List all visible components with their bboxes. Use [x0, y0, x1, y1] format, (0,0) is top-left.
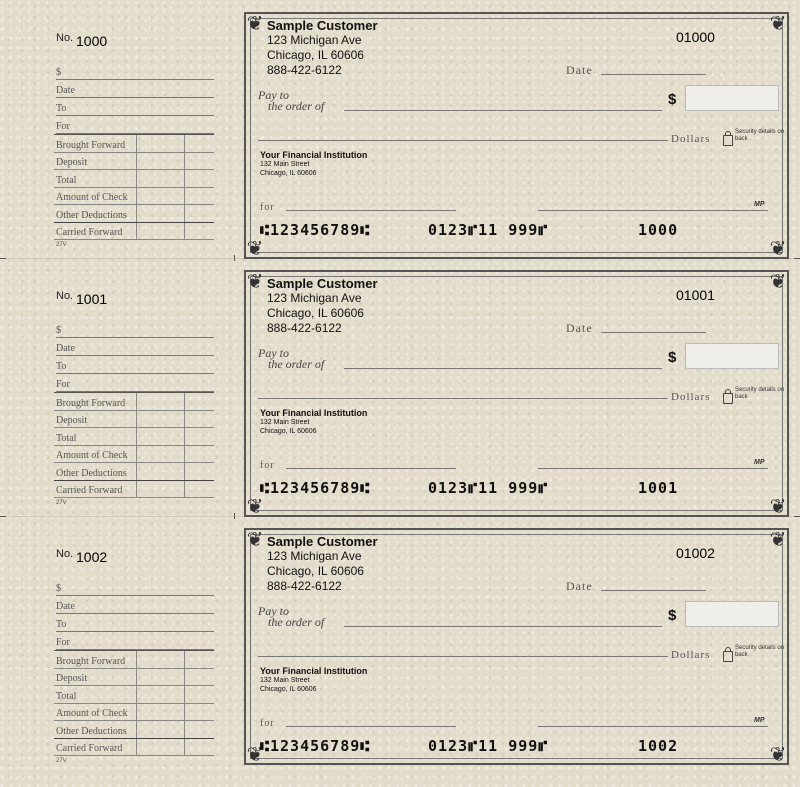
bank-name: Your Financial Institution: [260, 408, 368, 418]
memo-label: for: [260, 460, 275, 471]
stub-number: 1002: [76, 549, 108, 565]
memo-label: for: [260, 202, 275, 213]
mp-label: MP: [754, 459, 765, 466]
amount-field[interactable]: [685, 601, 779, 627]
security-note: Security details on back: [735, 387, 785, 400]
date-label: Date: [566, 579, 593, 593]
ledger-row[interactable]: Other Deductions: [54, 205, 214, 223]
stub-for-line[interactable]: For: [56, 377, 214, 392]
micr-check-number: 1000: [638, 221, 679, 239]
check: [244, 12, 789, 259]
lock-icon: [723, 651, 733, 662]
check-row: [0, 12, 800, 271]
stub-date-line[interactable]: Date: [56, 83, 214, 98]
stub-number-label: No.: [56, 290, 74, 302]
ornament-icon: ❦: [246, 494, 264, 518]
stub-ledger: [54, 134, 214, 241]
ornament-icon: ❦: [246, 11, 264, 35]
check: [244, 528, 789, 765]
customer-name: Sample Customer: [267, 534, 378, 549]
micr-routing: ⑆123456789⑆: [260, 221, 371, 239]
security-note: Security details on back: [735, 129, 785, 142]
ornament-icon: ❦: [246, 236, 264, 260]
check-number: 01002: [676, 545, 715, 561]
dollar-sign: $: [668, 607, 677, 624]
ledger-row[interactable]: Other Deductions: [54, 463, 214, 481]
customer-phone: 888-422-6122: [267, 63, 342, 77]
date-field[interactable]: [601, 74, 706, 75]
stub-to-line[interactable]: To: [56, 101, 214, 116]
pay-to-label: Pay to the order of: [258, 346, 325, 371]
mp-label: MP: [754, 201, 765, 208]
stub-to-line[interactable]: To: [56, 359, 214, 374]
micr-check-number: 1002: [638, 737, 679, 755]
ledger-row[interactable]: Brought Forward: [54, 651, 214, 669]
dollar-sign: $: [668, 91, 677, 108]
bank-address-2: Chicago, IL 60606: [260, 170, 317, 177]
ledger-row[interactable]: Carried Forward: [54, 738, 214, 756]
ornament-icon: ❦: [769, 236, 787, 260]
payee-field[interactable]: [344, 368, 662, 369]
stub-for-line[interactable]: For: [56, 119, 214, 134]
signature-field[interactable]: [538, 210, 768, 211]
ledger-row[interactable]: Other Deductions: [54, 721, 214, 739]
memo-label: for: [260, 718, 275, 729]
customer-name: Sample Customer: [267, 276, 378, 291]
customer-phone: 888-422-6122: [267, 321, 342, 335]
ledger-row[interactable]: Amount of Check: [54, 445, 214, 463]
micr-routing: ⑆123456789⑆: [260, 737, 371, 755]
customer-phone: 888-422-6122: [267, 579, 342, 593]
stub-number-label: No.: [56, 548, 74, 560]
stub-for-line[interactable]: For: [56, 635, 214, 650]
check-number: 01000: [676, 29, 715, 45]
stub-date-line[interactable]: Date: [56, 341, 214, 356]
bank-address-1: 132 Main Street: [260, 419, 310, 426]
stub-amount-line[interactable]: $: [56, 65, 214, 80]
payee-field[interactable]: [344, 626, 662, 627]
micr-account: 0123⑈11 999⑈: [428, 221, 549, 239]
micr-routing: ⑆123456789⑆: [260, 479, 371, 497]
stub-number: 1001: [76, 291, 108, 307]
ornament-icon: ❦: [769, 742, 787, 766]
ledger-row[interactable]: Deposit: [54, 668, 214, 686]
micr-account: 0123⑈11 999⑈: [428, 479, 549, 497]
ledger-row[interactable]: Total: [54, 686, 214, 704]
ornament-icon: ❦: [246, 742, 264, 766]
dollars-label: Dollars: [671, 391, 711, 403]
memo-field[interactable]: [286, 726, 456, 727]
customer-address-1: 123 Michigan Ave: [267, 291, 362, 305]
bank-address-2: Chicago, IL 60606: [260, 428, 317, 435]
lock-icon: [723, 135, 733, 146]
signature-field[interactable]: [538, 726, 768, 727]
customer-address-1: 123 Michigan Ave: [267, 33, 362, 47]
ornament-icon: ❦: [769, 527, 787, 551]
ledger-row[interactable]: Deposit: [54, 152, 214, 170]
stub-ledger: [54, 392, 214, 499]
ledger-row[interactable]: Total: [54, 170, 214, 188]
customer-address-2: Chicago, IL 60606: [267, 48, 364, 62]
lock-icon: [723, 393, 733, 404]
written-amount-field[interactable]: [258, 140, 668, 141]
bank-address-2: Chicago, IL 60606: [260, 686, 317, 693]
stub-ledger: [54, 650, 214, 757]
check-row: [0, 528, 800, 787]
check-row: [0, 270, 800, 529]
dollars-label: Dollars: [671, 133, 711, 145]
written-amount-field[interactable]: [258, 656, 668, 657]
security-note: Security details on back: [735, 645, 785, 658]
bank-address-1: 132 Main Street: [260, 161, 310, 168]
stub-code: 27V: [56, 758, 67, 764]
ledger-row[interactable]: Brought Forward: [54, 393, 214, 411]
ledger-row[interactable]: Amount of Check: [54, 703, 214, 721]
payee-field[interactable]: [344, 110, 662, 111]
written-amount-field[interactable]: [258, 398, 668, 399]
bank-name: Your Financial Institution: [260, 666, 368, 676]
date-field[interactable]: [601, 332, 706, 333]
ornament-icon: ❦: [246, 527, 264, 551]
pay-to-label: Pay to the order of: [258, 604, 325, 629]
customer-address-2: Chicago, IL 60606: [267, 306, 364, 320]
ornament-icon: ❦: [246, 269, 264, 293]
check-stub: [0, 528, 240, 787]
stub-number-label: No.: [56, 32, 74, 44]
date-label: Date: [566, 63, 593, 77]
ledger-row[interactable]: Deposit: [54, 410, 214, 428]
amount-field[interactable]: [685, 343, 779, 369]
ledger-row[interactable]: Total: [54, 428, 214, 446]
ornament-icon: ❦: [769, 269, 787, 293]
customer-address-2: Chicago, IL 60606: [267, 564, 364, 578]
customer-address-1: 123 Michigan Ave: [267, 549, 362, 563]
micr-check-number: 1001: [638, 479, 679, 497]
check-number: 01001: [676, 287, 715, 303]
check-stub: [0, 12, 240, 271]
stub-amount-line[interactable]: $: [56, 323, 214, 338]
ledger-row[interactable]: Amount of Check: [54, 187, 214, 205]
memo-field[interactable]: [286, 468, 456, 469]
customer-name: Sample Customer: [267, 18, 378, 33]
amount-field[interactable]: [685, 85, 779, 111]
ledger-row[interactable]: Carried Forward: [54, 222, 214, 240]
ledger-row[interactable]: Brought Forward: [54, 135, 214, 153]
check-stub: [0, 270, 240, 529]
stub-code: 27V: [56, 242, 67, 248]
ornament-icon: ❦: [769, 11, 787, 35]
date-label: Date: [566, 321, 593, 335]
signature-field[interactable]: [538, 468, 768, 469]
bank-address-1: 132 Main Street: [260, 677, 310, 684]
stub-date-line[interactable]: Date: [56, 599, 214, 614]
memo-field[interactable]: [286, 210, 456, 211]
dollar-sign: $: [668, 349, 677, 366]
stub-number: 1000: [76, 33, 108, 49]
micr-account: 0123⑈11 999⑈: [428, 737, 549, 755]
dollars-label: Dollars: [671, 649, 711, 661]
stub-code: 27V: [56, 500, 67, 506]
stub-to-line[interactable]: To: [56, 617, 214, 632]
bank-name: Your Financial Institution: [260, 150, 368, 160]
ledger-row[interactable]: Carried Forward: [54, 480, 214, 498]
check: [244, 270, 789, 517]
date-field[interactable]: [601, 590, 706, 591]
pay-to-label: Pay to the order of: [258, 88, 325, 113]
stub-amount-line[interactable]: $: [56, 581, 214, 596]
ornament-icon: ❦: [769, 494, 787, 518]
mp-label: MP: [754, 717, 765, 724]
